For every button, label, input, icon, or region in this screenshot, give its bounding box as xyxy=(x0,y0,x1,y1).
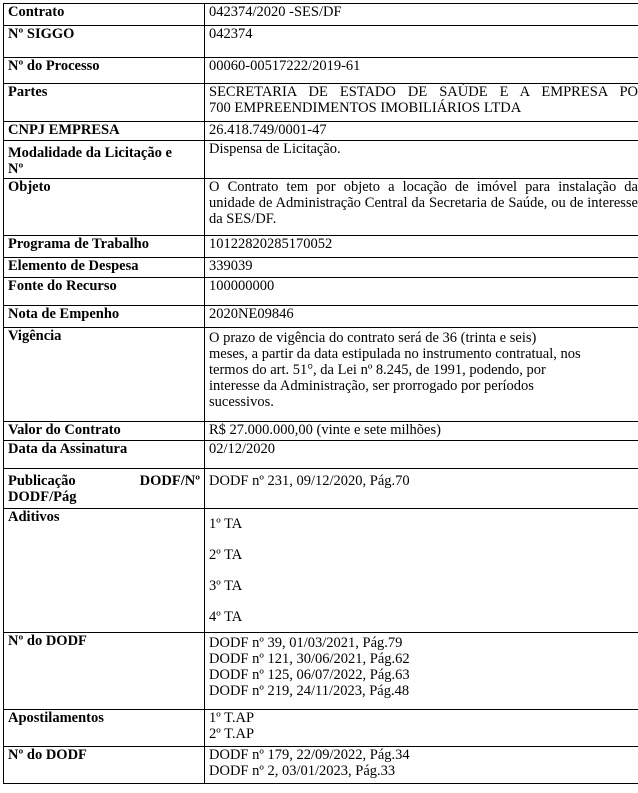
apostilamento-item: 2º T.AP xyxy=(209,726,255,742)
dodf-apostilamento-item: DODF nº 179, 22/09/2022, Pág.34 xyxy=(209,747,410,763)
row-siggo xyxy=(4,26,638,58)
value-vigencia xyxy=(205,328,638,422)
vigencia-line: interesse da Administração, ser prorrogado por períodos xyxy=(209,378,534,394)
value-cnpj: 26.418.749/0001-47 xyxy=(205,122,638,141)
row-partes xyxy=(4,84,638,122)
value-siggo: 042374 xyxy=(205,26,638,58)
value-programa: 10122820285170052 xyxy=(205,236,638,258)
value-dodf-apostilamentos xyxy=(205,747,638,784)
label-vigencia: Vigência xyxy=(4,328,205,422)
aditivo-item: 1º TA xyxy=(209,516,243,532)
label-processo: Nº do Processo xyxy=(4,58,205,84)
row-processo xyxy=(4,58,638,84)
vigencia-line: sucessivos. xyxy=(209,394,274,410)
row-dodf-apostilamentos xyxy=(4,747,638,784)
dodf-aditivo-item: DODF nº 219, 24/11/2023, Pág.48 xyxy=(209,683,410,699)
value-processo: 00060-00517222/2019-61 xyxy=(205,58,638,84)
value-valor: R$ 27.000.000,00 (vinte e sete milhões) xyxy=(205,422,638,441)
row-objeto xyxy=(4,179,638,236)
row-cnpj xyxy=(4,122,638,141)
row-dodf-aditivos xyxy=(4,633,638,710)
label-aditivos: Aditivos xyxy=(4,509,205,633)
partes-line: 700 EMPREENDIMENTOS IMOBILIÁRIOS LTDA xyxy=(209,100,522,116)
value-contrato: 042374/2020 -SES/DF xyxy=(205,4,638,26)
value-apostilamentos xyxy=(205,710,638,747)
row-empenho xyxy=(4,306,638,328)
row-aditivos xyxy=(4,509,638,633)
label-modalidade xyxy=(4,141,205,179)
vigencia-line: meses, a partir da data estipulada no instrumento contratual, nos xyxy=(209,346,581,362)
value-publicacao: DODF nº 231, 09/12/2020, Pág.70 xyxy=(205,469,638,509)
row-programa xyxy=(4,236,638,258)
value-partes xyxy=(205,84,638,122)
row-publicacao xyxy=(4,469,638,509)
row-vigencia xyxy=(4,328,638,422)
row-contrato xyxy=(4,4,638,26)
label-partes: Partes xyxy=(4,84,205,122)
label-objeto: Objeto xyxy=(4,179,205,236)
label-valor: Valor do Contrato xyxy=(4,422,205,441)
row-apostilamentos xyxy=(4,710,638,747)
aditivo-item: 3º TA xyxy=(209,578,243,594)
aditivo-item: 2º TA xyxy=(209,547,243,563)
modalidade-label-line: Modalidade da Licitação e xyxy=(8,145,172,161)
dodf-aditivo-item: DODF nº 121, 30/06/2021, Pág.62 xyxy=(209,651,410,667)
vigencia-line: termos do art. 51°, da Lei nº 8.245, de 1991, podendo, por xyxy=(209,362,546,378)
value-assinatura: 02/12/2020 xyxy=(205,441,638,469)
label-cnpj: CNPJ EMPRESA xyxy=(4,122,205,141)
label-publicacao xyxy=(4,469,205,509)
label-fonte: Fonte do Recurso xyxy=(4,278,205,306)
label-assinatura: Data da Assinatura xyxy=(4,441,205,469)
dodf-aditivo-item: DODF nº 39, 01/03/2021, Pág.79 xyxy=(209,635,403,651)
label-siggo: Nº SIGGO xyxy=(4,26,205,58)
vigencia-line: O prazo de vigência do contrato será de 36 (trinta e seis) xyxy=(209,330,537,346)
aditivo-item: 4º TA xyxy=(209,609,243,625)
value-modalidade: Dispensa de Licitação. xyxy=(205,141,638,179)
partes-line: SECRETARIA DE ESTADO DE SAÚDE E A EMPRESA PO xyxy=(209,84,638,100)
row-valor xyxy=(4,422,638,441)
value-objeto: O Contrato tem por objeto a locação de imóvel para instalação da unidade de Administração Central da Secretaria de Saúde, ou de interesse da SES/DF. xyxy=(205,179,638,236)
value-elemento: 339039 xyxy=(205,258,638,278)
row-assinatura xyxy=(4,441,638,469)
modalidade-label-line: Nº xyxy=(8,161,24,177)
value-empenho: 2020NE09846 xyxy=(205,306,638,328)
label-programa: Programa de Trabalho xyxy=(4,236,205,258)
label-apostilamentos: Apostilamentos xyxy=(4,710,205,747)
value-aditivos xyxy=(205,509,638,633)
apostilamento-item: 1º T.AP xyxy=(209,710,255,726)
publicacao-label-line: Publicação DODF/Nº xyxy=(8,473,200,489)
label-empenho: Nota de Empenho xyxy=(4,306,205,328)
contract-table xyxy=(3,3,638,784)
value-fonte: 100000000 xyxy=(205,278,638,306)
row-fonte xyxy=(4,278,638,306)
label-elemento: Elemento de Despesa xyxy=(4,258,205,278)
publicacao-label-line: DODF/Pág xyxy=(8,489,77,505)
label-contrato: Contrato xyxy=(4,4,205,26)
dodf-aditivo-item: DODF nº 125, 06/07/2022, Pág.63 xyxy=(209,667,410,683)
dodf-apostilamento-item: DODF nº 2, 03/01/2023, Pág.33 xyxy=(209,763,396,779)
label-dodf-apostilamentos: Nº do DODF xyxy=(4,747,205,784)
value-dodf-aditivos xyxy=(205,633,638,710)
row-elemento xyxy=(4,258,638,278)
label-dodf-aditivos: Nº do DODF xyxy=(4,633,205,710)
row-modalidade xyxy=(4,141,638,179)
